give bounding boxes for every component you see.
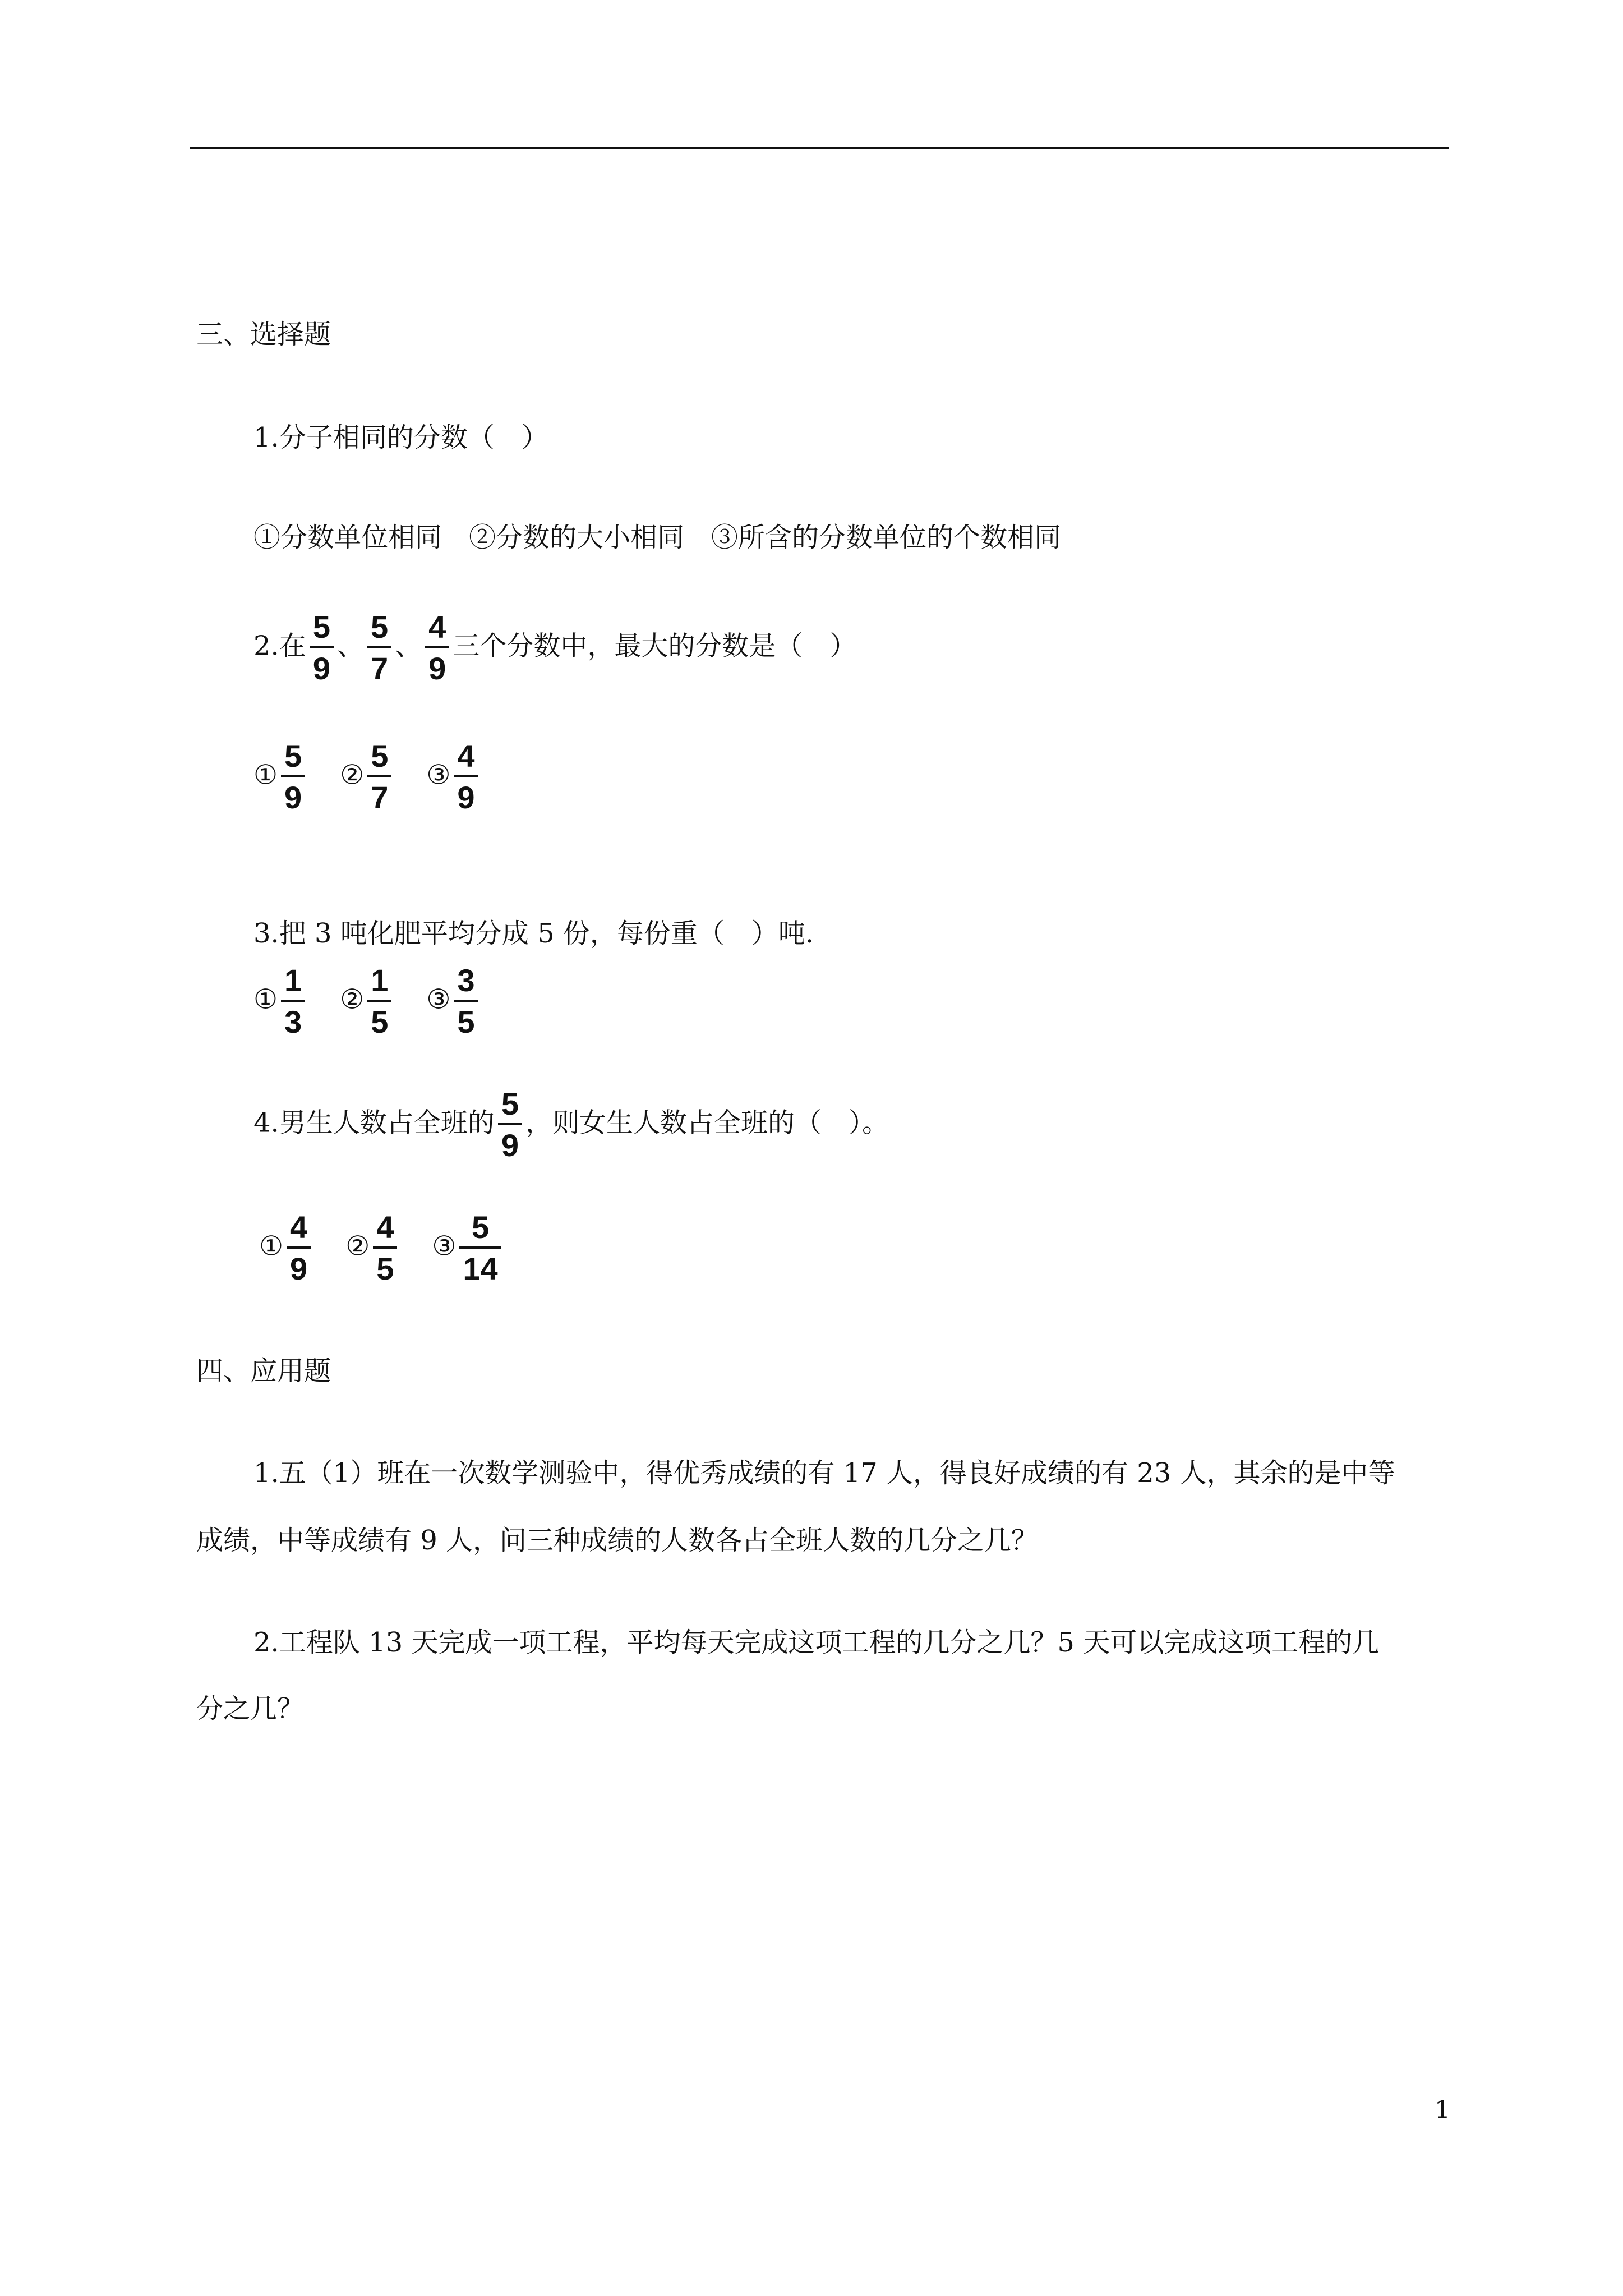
question-4-options: ① $\frac{4}{9}$ ② $\frac{4}{5}$ ③ $\frac{5}{14}$ <box>259 1212 505 1285</box>
header-rule <box>190 147 1449 149</box>
question-1-options: ①分数单位相同 ②分数的大小相同 ③所含的分数单位的个数相同 <box>253 522 1062 553</box>
fraction: $\frac{4}{9}$ <box>425 611 449 684</box>
fraction: $\frac{5}{7}$ <box>367 611 391 684</box>
fraction: $\frac{5}{14}$ <box>459 1212 501 1285</box>
fraction: $\frac{1}{3}$ <box>281 965 305 1038</box>
fraction: $\frac{1}{5}$ <box>367 965 391 1038</box>
fraction: $\frac{5}{9}$ <box>281 740 305 813</box>
fraction: $\frac{4}{9}$ <box>454 740 478 813</box>
section-title-application: 四、应用题 <box>196 1355 331 1387</box>
question-1: 1.分子相同的分数（ ） <box>253 422 548 453</box>
problem-2-line-1: 2.工程队 13 天完成一项工程，平均每天完成这项工程的几分之几？5 天可以完成这项工程的几 <box>253 1627 1380 1658</box>
fraction: $\frac{3}{5}$ <box>454 965 478 1038</box>
page-number: 1 <box>1435 2096 1450 2124</box>
question-2: 2.在 $\frac{5}{9}$ 、 $\frac{5}{7}$ 、 $\frac{4}{9}$ 三个分数中，最大的分数是（ ） <box>253 609 857 686</box>
section-title-choice: 三、选择题 <box>196 319 331 350</box>
problem-2-line-2: 分之几？ <box>196 1693 305 1724</box>
problem-1-line-1: 1.五（1）班在一次数学测验中，得优秀成绩的有 17 人，得良好成绩的有 23 人，其余的是中等 <box>253 1457 1395 1489</box>
fraction: $\frac{4}{9}$ <box>287 1212 311 1285</box>
question-4: 4.男生人数占全班的 $\frac{5}{9}$ ，则女生人数占全班的（ ）。 <box>253 1086 889 1163</box>
question-3: 3.把 3 吨化肥平均分成 5 份，每份重（ ）吨. <box>253 918 814 949</box>
fraction: $\frac{5}{9}$ <box>310 611 334 684</box>
question-2-options: ① $\frac{5}{9}$ ② $\frac{5}{7}$ ③ $\frac{4}{9}$ <box>253 740 482 813</box>
fraction: $\frac{5}{7}$ <box>367 740 391 813</box>
problem-1-line-2: 成绩，中等成绩有 9 人，问三种成绩的人数各占全班人数的几分之几？ <box>196 1525 1039 1556</box>
question-3-options: ① $\frac{1}{3}$ ② $\frac{1}{5}$ ③ $\frac{3}{5}$ <box>253 965 482 1038</box>
fraction: $\frac{5}{9}$ <box>498 1088 522 1161</box>
fraction: $\frac{4}{5}$ <box>373 1212 397 1285</box>
